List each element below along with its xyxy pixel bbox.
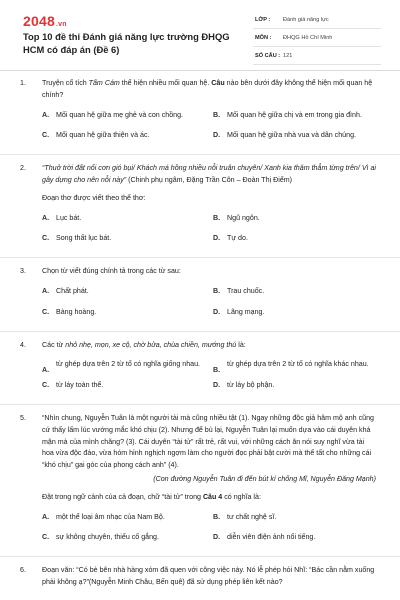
question-divider — [0, 331, 400, 332]
question-divider — [0, 404, 400, 405]
question-2 — [0, 163, 400, 187]
meta-label: LỚP : — [255, 17, 271, 23]
option-b[interactable] — [213, 286, 384, 298]
option-c[interactable] — [42, 532, 213, 544]
text-part: nào bên dưới đây không thể hiện mối quan hệ chính? — [42, 79, 373, 99]
option-c[interactable] — [42, 380, 213, 392]
question-text — [42, 163, 376, 187]
option-letter: B. — [213, 213, 221, 222]
option-text: Ngũ ngôn. — [227, 213, 260, 222]
header-divider — [0, 70, 400, 71]
question-divider — [0, 257, 400, 258]
option-letter: D. — [213, 307, 221, 316]
question-prompt — [0, 492, 400, 504]
passage-source: (Con đường Nguyễn Tuân đi đến bút kí chống Mĩ, Nguyễn Đăng Mạnh) — [153, 474, 376, 483]
option-d[interactable] — [213, 532, 384, 544]
option-text: Mối quan hệ giữa thiện và ác. — [56, 131, 150, 140]
option-text: Lãng mạng. — [227, 307, 265, 316]
option-a[interactable] — [42, 512, 213, 524]
option-text: Bàng hoàng. — [56, 307, 97, 316]
option-letter: C. — [42, 234, 50, 243]
option-letter: C. — [42, 533, 50, 542]
option-text: Lục bát. — [56, 213, 82, 222]
question-number: 5. — [20, 413, 26, 422]
options-q4 — [0, 359, 400, 401]
question-text: Đoạn văn: “Có bè bên nhà hàng xóm đã quen với công việc này. Nó lễ phép hỏi Nhĩ: “Bác cần nằm xuống phải không ạ?”(Nguyễn Minh Châu, Bến quê) đã sử dụng phép liên kết nào? — [42, 566, 375, 586]
option-letter: D. — [213, 533, 221, 542]
question-text — [42, 340, 376, 352]
text-part-italic: “Thuở trời đất nổi cơn gió bụi/ Khách má hồng nhiều nỗi truân chuyên/ Xanh kia thăm thẳm từng trên/ Vì ai gây dựng cho nên nỗi này” — [42, 164, 377, 184]
question-text: Chọn từ viết đúng chính tả trong các từ sau: — [42, 267, 181, 276]
option-letter: A. — [42, 213, 50, 222]
option-c[interactable] — [42, 233, 213, 245]
option-d[interactable] — [213, 233, 384, 245]
meta-label: MÔN : — [255, 35, 272, 41]
option-b[interactable] — [213, 110, 384, 122]
text-part: Truyện cổ tích — [42, 79, 89, 87]
options-q1 — [0, 110, 400, 152]
header — [0, 0, 400, 70]
option-letter: D. — [213, 381, 221, 390]
text-part-bold: Câu — [211, 79, 225, 87]
question-text — [42, 78, 376, 102]
text-part: là: — [236, 340, 246, 349]
option-text: Chất phát. — [56, 286, 89, 295]
option-d[interactable] — [213, 380, 384, 392]
meta-value: Đánh giá năng lực — [283, 17, 329, 23]
document-meta — [253, 14, 381, 68]
question-divider — [0, 556, 400, 557]
text-part: (Chinh phụ ngâm, Đặng Trần Côn – Đoàn Thị Điểm) — [126, 175, 293, 184]
option-letter: B. — [213, 110, 221, 119]
text-part: có nghĩa là: — [222, 492, 261, 501]
text-part: thể hiện nhiều mối quan hệ. — [119, 79, 212, 87]
option-a[interactable] — [42, 213, 213, 225]
meta-row-count — [253, 50, 381, 65]
text-part: Đặt trong ngữ cảnh của cả đoạn, chữ “tài tử” trong — [42, 492, 203, 501]
option-text: sự không chuyên, thiếu cố gắng. — [56, 533, 159, 542]
option-letter: A. — [42, 110, 50, 119]
question-list — [0, 78, 400, 589]
option-letter: C. — [42, 381, 50, 390]
text-part: Các từ — [42, 340, 66, 349]
text-part-italic: nhỏ nhẹ, mọn, xe cộ, chờ bửa, chùa chiền, mướng thú — [65, 340, 237, 349]
option-c[interactable] — [42, 307, 213, 319]
question-number: 1. — [20, 79, 26, 87]
question-number: 3. — [20, 267, 26, 276]
option-text: diễn viên điện ảnh nổi tiếng. — [227, 533, 316, 542]
question-number: 6. — [20, 566, 26, 575]
option-text: Mối quan hệ giữa chị và em trong gia đình. — [227, 110, 362, 119]
option-letter: C. — [42, 307, 50, 316]
meta-row-class — [253, 14, 381, 29]
option-b[interactable] — [213, 512, 384, 524]
question-number: 2. — [20, 164, 26, 173]
meta-value: 121 — [283, 53, 293, 59]
option-d[interactable] — [213, 130, 384, 142]
option-text: từ ghép dựa trên 2 từ tố có nghĩa khác nhau. — [227, 360, 369, 369]
options-q2 — [0, 213, 400, 255]
option-letter: C. — [42, 131, 50, 140]
option-text: một thể loại âm nhạc của Nam Bộ. — [56, 512, 165, 521]
option-letter: B. — [213, 286, 221, 295]
option-text: Song thất lục bát. — [56, 234, 112, 243]
option-a[interactable] — [42, 286, 213, 298]
question-divider — [0, 154, 400, 155]
option-text: tư chất nghệ sĩ. — [227, 512, 277, 521]
question-5 — [0, 413, 400, 472]
option-b[interactable] — [213, 213, 384, 225]
question-1 — [0, 78, 400, 102]
option-a[interactable] — [42, 110, 213, 122]
option-d[interactable] — [213, 307, 384, 319]
option-letter: A. — [42, 366, 50, 375]
question-6 — [0, 565, 400, 589]
option-letter: D. — [213, 131, 221, 140]
options-q3 — [0, 286, 400, 328]
option-text: Mối quan hệ giữa mẹ ghẻ và con chồng. — [56, 110, 184, 119]
logo-text: 2048 — [23, 13, 55, 29]
question-prompt: Đoạn thơ được viết theo thể thơ: — [42, 193, 146, 202]
option-text: từ láy bộ phận. — [227, 381, 275, 390]
option-letter: A. — [42, 286, 50, 295]
meta-label: SỐ CÂU : — [255, 53, 281, 59]
logo-suffix: .vn — [55, 21, 67, 28]
option-a[interactable] — [42, 359, 213, 375]
site-logo[interactable] — [23, 13, 67, 29]
option-letter: B. — [213, 512, 221, 521]
option-letter: B. — [213, 366, 221, 375]
option-text: Mối quan hệ giữa nhà vua và dân chúng. — [227, 131, 356, 140]
question-3 — [0, 266, 400, 278]
option-text: từ láy toàn thể. — [56, 381, 104, 390]
question-4 — [0, 340, 400, 352]
option-text: từ ghép dựa trên 2 từ tố có nghĩa giống nhau. — [56, 360, 201, 369]
passage-text: “Nhìn chung, Nguyễn Tuân là một người tài mà cũng nhiều tật (1). Ngay những độc giả hâm mộ anh cũng cứ thấy lấm lúc vướng mắc khó chịu (2). Nhưng để bù lại, Nguyễn Tuân lại muốn dựa vào cái duyên khá mặn mà của mình chăng? (3). Cái duyên “tài tử” rất trẻ, rất vui, với những cách ăn nói suy nghĩ vừa tài hoa vừa độc đáo, vừa hóm hỉnh nghịch ngợm làm cho người đọc phải bật cười mà thể tất cho những cái “khó chịu” gai góc của phong cách anh” (4). — [42, 413, 374, 470]
question-number: 4. — [20, 340, 26, 349]
option-b[interactable] — [213, 359, 384, 375]
meta-row-subject — [253, 32, 381, 47]
option-c[interactable] — [42, 130, 213, 142]
text-part-italic: Tấm Cám — [88, 79, 120, 87]
option-letter: A. — [42, 512, 50, 521]
text-part-bold: Câu 4 — [202, 492, 223, 501]
document-title: Top 10 đề thi Đánh giá năng lực trường ĐHQG HCM có đáp án (Đề 6) — [23, 31, 230, 55]
option-text: Trau chuốc. — [227, 286, 265, 295]
options-q5 — [0, 512, 400, 554]
meta-value: ĐHQG Hồ Chí Minh — [283, 35, 333, 41]
option-text: Tự do. — [227, 234, 248, 243]
option-letter: D. — [213, 234, 221, 243]
